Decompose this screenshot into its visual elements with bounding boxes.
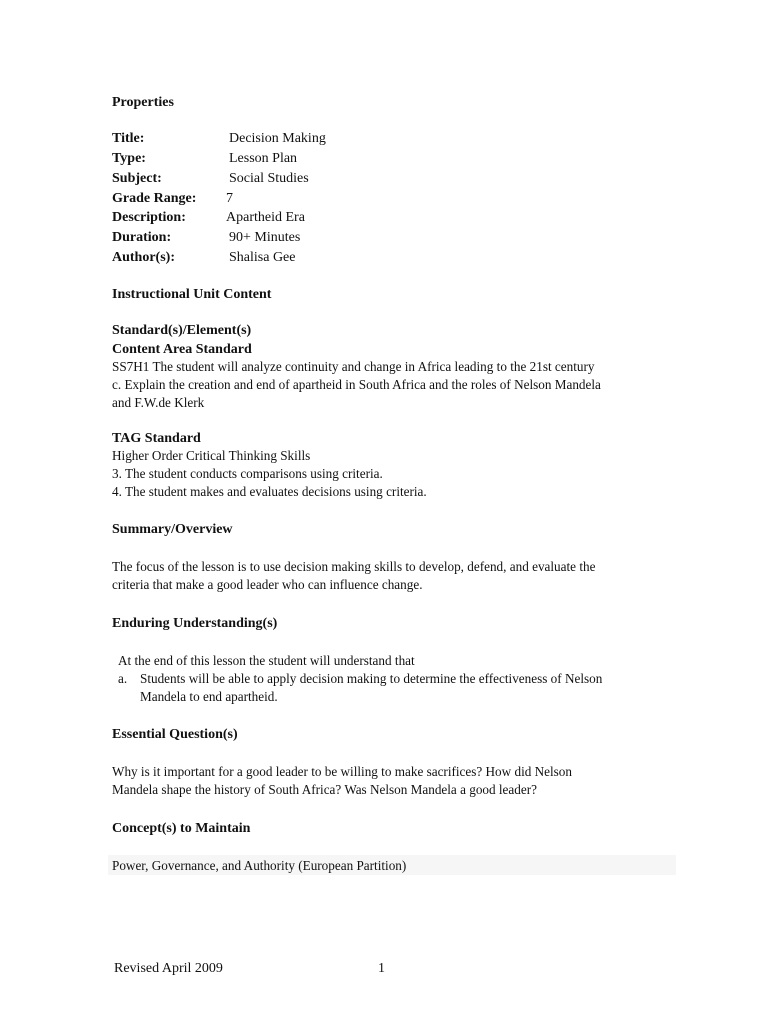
property-value: Apartheid Era xyxy=(226,210,305,225)
property-key: Subject: xyxy=(112,171,162,186)
summary-line: The focus of the lesson is to use decision making skills to develop, defend, and evaluate the xyxy=(112,559,596,574)
summary-heading: Summary/Overview xyxy=(112,522,233,537)
concepts-text: Power, Governance, and Authority (European Partition) xyxy=(112,858,407,873)
content-area-line: and F.W.de Klerk xyxy=(112,395,205,410)
property-key: Title: xyxy=(112,131,145,146)
enduring-understanding-heading: Enduring Understanding(s) xyxy=(112,616,278,631)
essential-line: Why is it important for a good leader to be willing to make sacrifices? How did Nelson xyxy=(112,764,572,779)
content-area-line: SS7H1 The student will analyze continuity and change in Africa leading to the 21st century xyxy=(112,359,595,374)
content-area-heading: Content Area Standard xyxy=(112,342,252,357)
property-value: Shalisa Gee xyxy=(229,250,296,265)
enduring-item-line: Mandela to end apartheid. xyxy=(140,689,278,704)
property-value: 7 xyxy=(226,191,233,206)
content-area-line: c. Explain the creation and end of apartheid in South Africa and the roles of Nelson Mandela xyxy=(112,377,601,392)
property-value: Lesson Plan xyxy=(229,151,298,166)
property-key: Type: xyxy=(112,151,146,166)
page-number: 1 xyxy=(378,961,385,976)
instructional-unit-heading: Instructional Unit Content xyxy=(112,287,272,302)
list-marker: a. xyxy=(118,671,128,686)
tag-standard-heading: TAG Standard xyxy=(112,431,201,446)
property-key: Grade Range: xyxy=(112,191,197,206)
property-key: Description: xyxy=(112,210,186,225)
enduring-item-line: Students will be able to apply decision making to determine the effectiveness of Nelson xyxy=(140,671,603,686)
essential-line: Mandela shape the history of South Africa? Was Nelson Mandela a good leader? xyxy=(112,782,537,797)
footer-revised: Revised April 2009 xyxy=(114,961,223,976)
concepts-heading: Concept(s) to Maintain xyxy=(112,821,251,836)
property-value: Decision Making xyxy=(229,131,326,146)
property-key: Author(s): xyxy=(112,250,175,265)
property-value: Social Studies xyxy=(229,171,309,186)
summary-line: criteria that make a good leader who can influence change. xyxy=(112,577,423,592)
property-key: Duration: xyxy=(112,230,172,245)
tag-line: 3. The student conducts comparisons using criteria. xyxy=(112,466,383,481)
essential-questions-heading: Essential Question(s) xyxy=(112,727,238,742)
tag-line: Higher Order Critical Thinking Skills xyxy=(112,448,311,463)
enduring-intro: At the end of this lesson the student will understand that xyxy=(118,653,415,668)
tag-line: 4. The student makes and evaluates decisions using criteria. xyxy=(112,484,427,499)
property-value: 90+ Minutes xyxy=(229,230,301,245)
properties-heading: Properties xyxy=(112,95,174,110)
standards-heading: Standard(s)/Element(s) xyxy=(112,323,252,338)
